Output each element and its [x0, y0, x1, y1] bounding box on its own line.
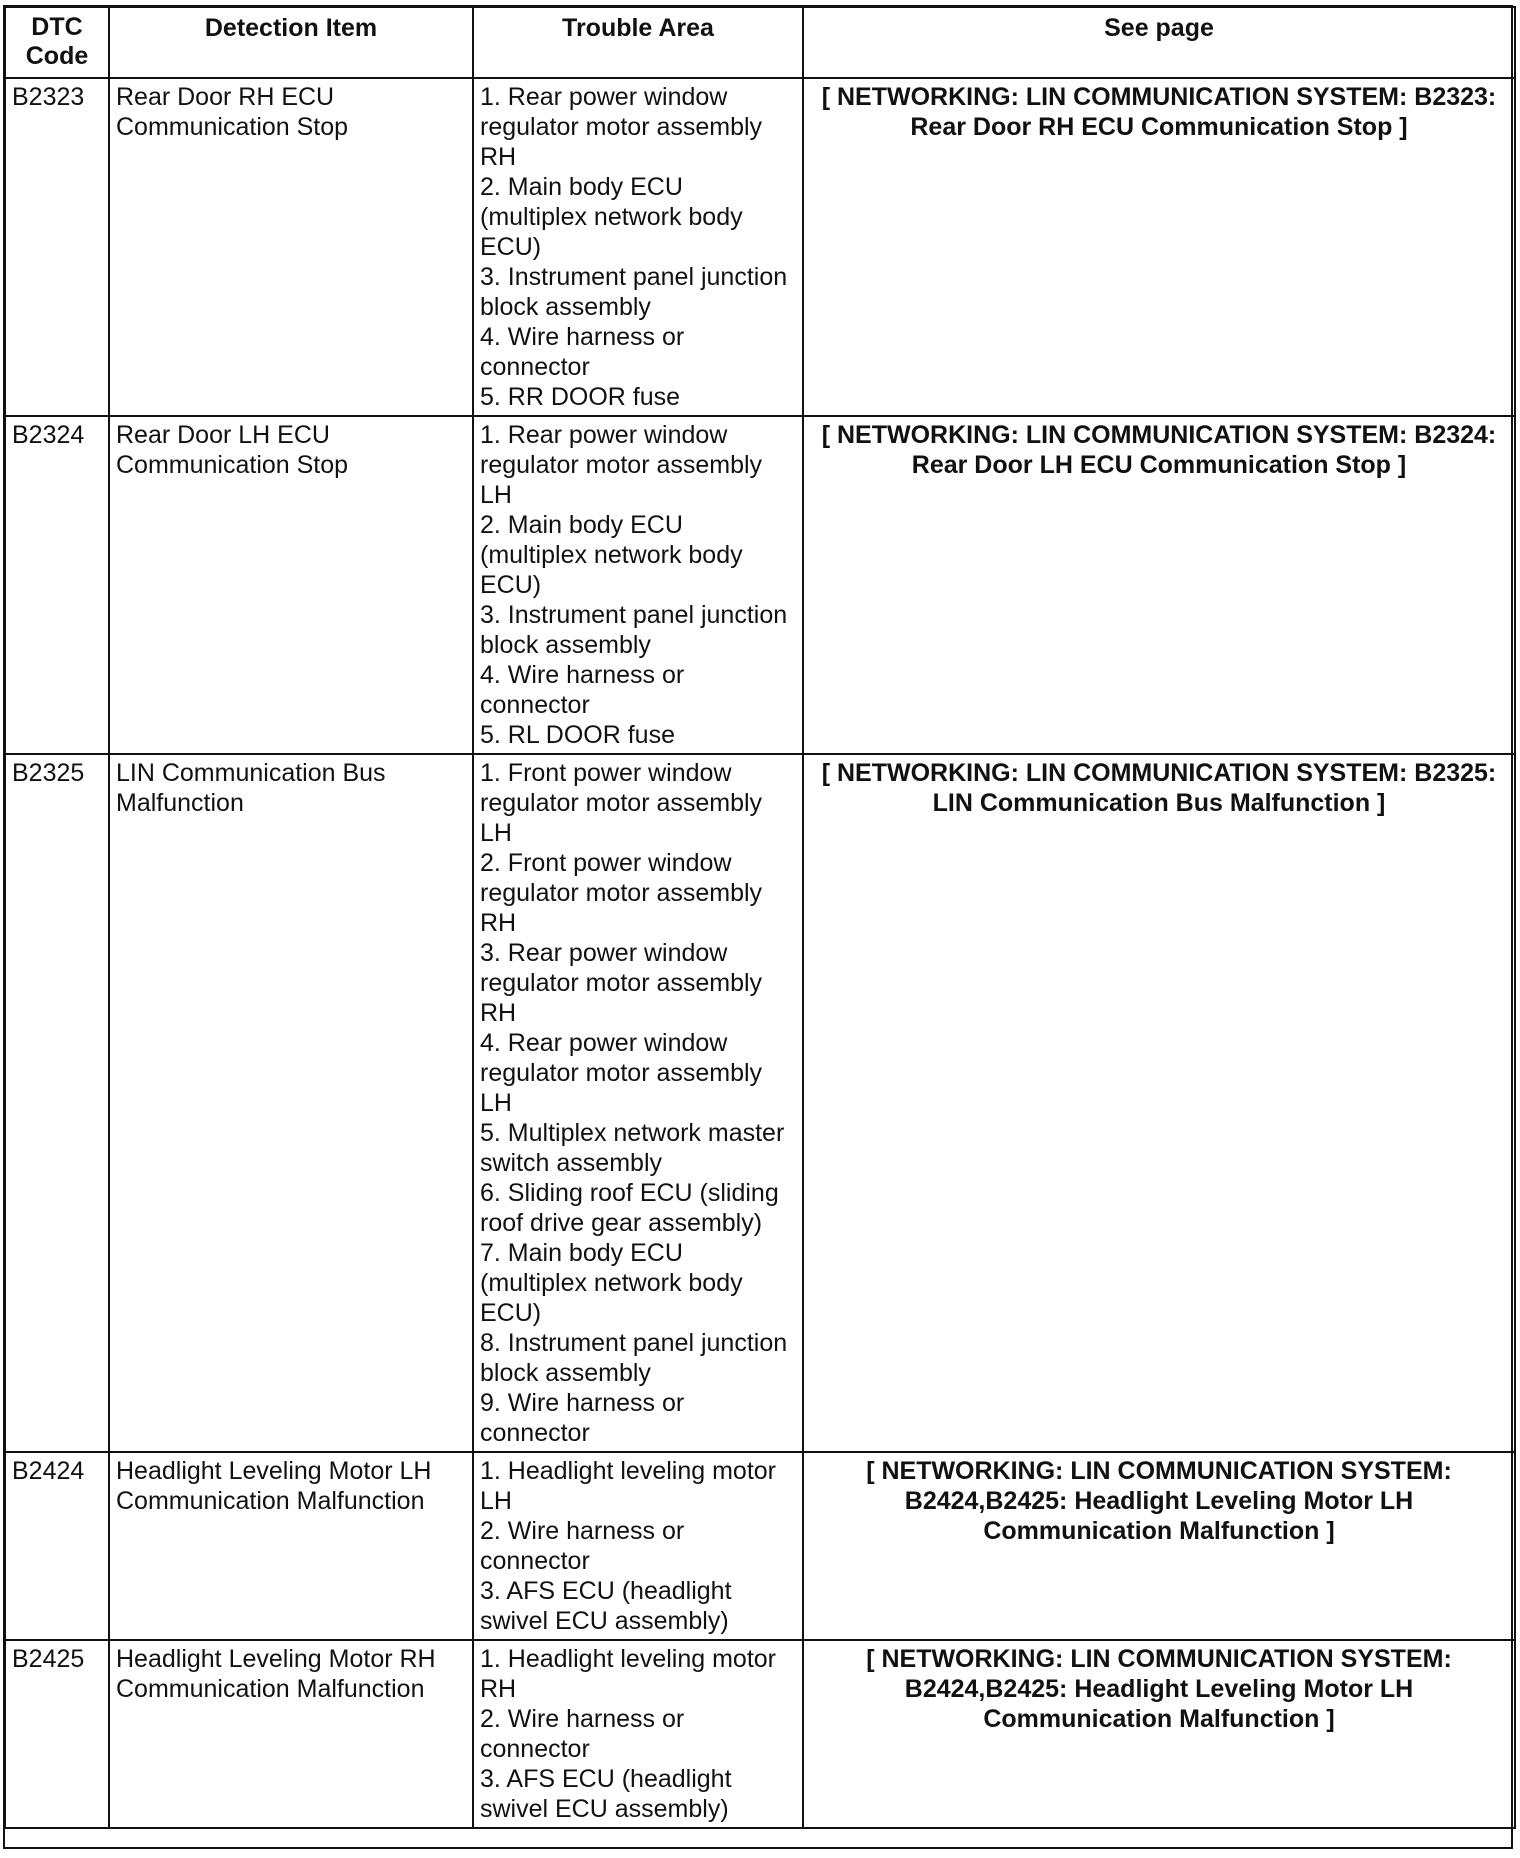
trouble-area-item: 5. Multiplex network master switch assembly — [480, 1119, 785, 1177]
see-page-link[interactable]: [ NETWORKING: LIN COMMUNICATION SYSTEM: B2325: LIN Communication Bus Malfunction ] — [803, 754, 1515, 1452]
detection-item-cell: Rear Door RH ECU Communication Stop — [109, 78, 473, 416]
dtc-code-cell: B2323 — [5, 78, 109, 416]
detection-item-cell: Rear Door LH ECU Communication Stop — [109, 416, 473, 754]
trouble-area-item: 3. Rear power window regulator motor assembly RH — [480, 939, 763, 1027]
table-row — [5, 1640, 1515, 1828]
dtc-table — [4, 6, 1516, 1829]
trouble-area-cell — [473, 1640, 803, 1828]
detection-item-cell: Headlight Leveling Motor LH Communication Malfunction — [109, 1452, 473, 1640]
detection-item-cell: Headlight Leveling Motor RH Communication Malfunction — [109, 1640, 473, 1828]
see-page-link[interactable]: [ NETWORKING: LIN COMMUNICATION SYSTEM: B2424,B2425: Headlight Leveling Motor LH Communication Malfunction ] — [803, 1452, 1515, 1640]
trouble-area-item: 9. Wire harness or connector — [480, 1389, 685, 1447]
see-page-link[interactable]: [ NETWORKING: LIN COMMUNICATION SYSTEM: B2424,B2425: Headlight Leveling Motor LH Communication Malfunction ] — [803, 1640, 1515, 1828]
trouble-area-item: 1. Headlight leveling motor LH — [480, 1457, 776, 1515]
see-page-link[interactable]: [ NETWORKING: LIN COMMUNICATION SYSTEM: B2323: Rear Door RH ECU Communication Stop ] — [803, 78, 1515, 416]
header-dtc-code — [5, 7, 109, 78]
header-row — [5, 7, 1515, 78]
trouble-area-item: 1. Rear power window regulator motor assembly RH — [480, 83, 763, 171]
trouble-area-cell — [473, 754, 803, 1452]
trouble-area-item: 4. Rear power window regulator motor assembly LH — [480, 1029, 763, 1117]
trouble-area-item: 2. Main body ECU (multiplex network body ECU) — [480, 173, 743, 261]
dtc-code-cell: B2425 — [5, 1640, 109, 1828]
trouble-area-item: 2. Front power window regulator motor assembly RH — [480, 849, 763, 937]
trouble-area-cell — [473, 1452, 803, 1640]
trouble-area-item: 8. Instrument panel junction block assembly — [480, 1329, 788, 1387]
trouble-area-item: 4. Wire harness or connector — [480, 661, 685, 719]
trouble-area-item: 4. Wire harness or connector — [480, 323, 685, 381]
see-page-link[interactable]: [ NETWORKING: LIN COMMUNICATION SYSTEM: B2324: Rear Door LH ECU Communication Stop ] — [803, 416, 1515, 754]
trouble-area-item: 3. AFS ECU (headlight swivel ECU assembly) — [480, 1765, 732, 1823]
trouble-area-item: 7. Main body ECU (multiplex network body ECU) — [480, 1239, 743, 1327]
detection-item-cell: LIN Communication Bus Malfunction — [109, 754, 473, 1452]
trouble-area-cell — [473, 78, 803, 416]
header-see-page: See page — [803, 7, 1515, 78]
table-row — [5, 1452, 1515, 1640]
trouble-area-item: 1. Rear power window regulator motor assembly LH — [480, 421, 763, 509]
table-row — [5, 78, 1515, 416]
dtc-code-cell: B2325 — [5, 754, 109, 1452]
header-dtc-code-line1: DTC — [31, 13, 83, 41]
trouble-area-item: 2. Wire harness or connector — [480, 1705, 685, 1763]
trouble-area-cell — [473, 416, 803, 754]
trouble-area-item: 1. Front power window regulator motor assembly LH — [480, 759, 763, 847]
dtc-code-cell: B2424 — [5, 1452, 109, 1640]
header-detection-item: Detection Item — [109, 7, 473, 78]
dtc-code-cell: B2324 — [5, 416, 109, 754]
trouble-area-item: 1. Headlight leveling motor RH — [480, 1645, 776, 1703]
trouble-area-item: 2. Wire harness or connector — [480, 1517, 685, 1575]
table-row — [5, 754, 1515, 1452]
trouble-area-item: 3. AFS ECU (headlight swivel ECU assembly) — [480, 1577, 732, 1635]
trouble-area-item: 6. Sliding roof ECU (sliding roof drive gear assembly) — [480, 1179, 779, 1237]
trouble-area-item: 5. RR DOOR fuse — [480, 383, 681, 411]
trouble-area-item: 5. RL DOOR fuse — [480, 721, 675, 749]
trouble-area-item: 3. Instrument panel junction block assembly — [480, 263, 788, 321]
table-row — [5, 416, 1515, 754]
header-trouble-area: Trouble Area — [473, 7, 803, 78]
trouble-area-item: 2. Main body ECU (multiplex network body ECU) — [480, 511, 743, 599]
header-dtc-code-line2: Code — [25, 42, 89, 70]
trouble-area-item: 3. Instrument panel junction block assembly — [480, 601, 788, 659]
